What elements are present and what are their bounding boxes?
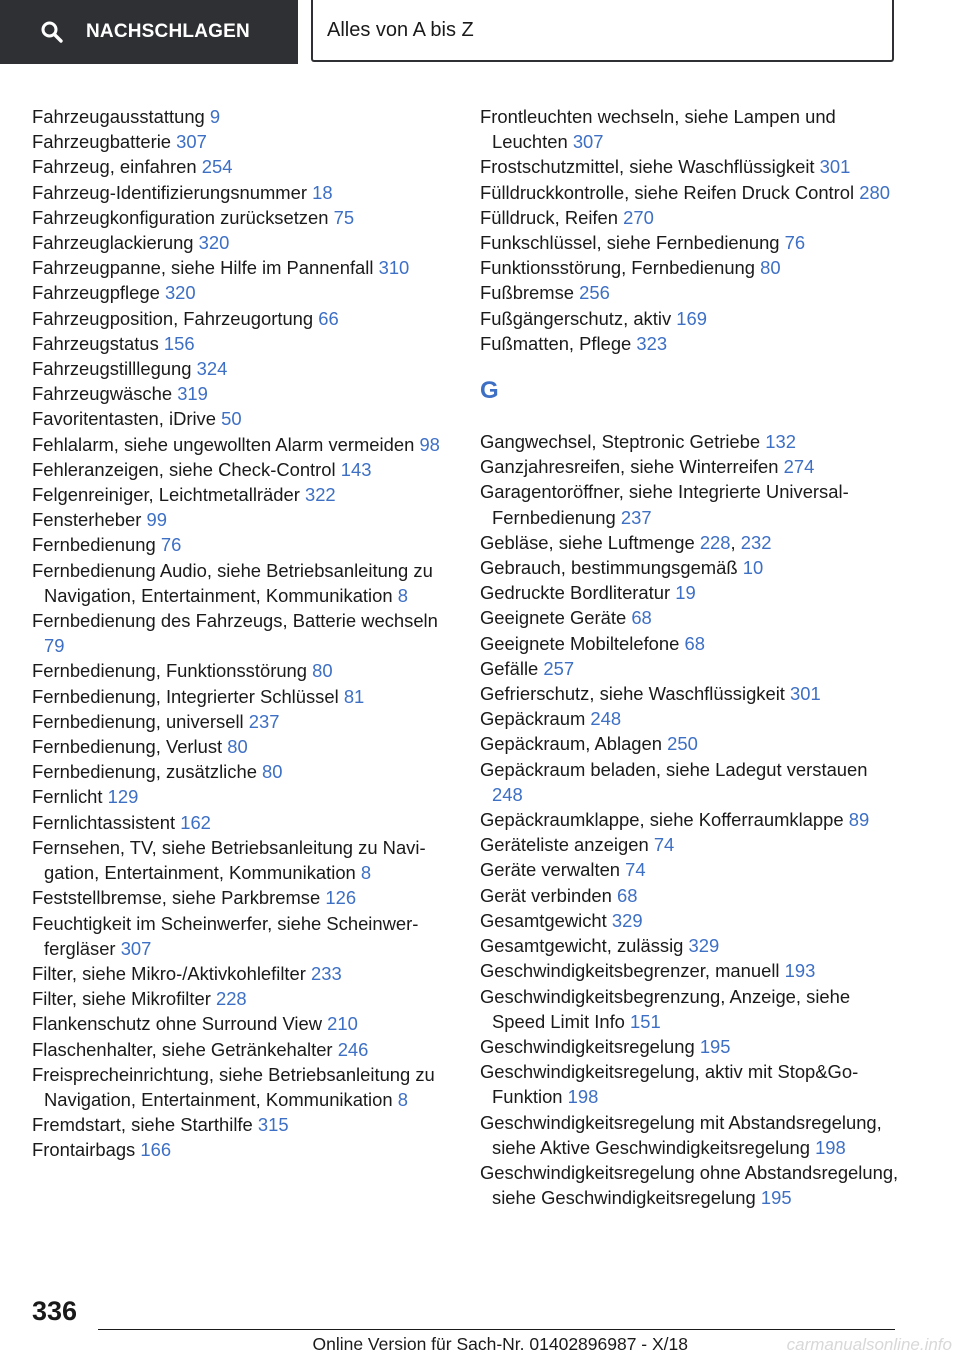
page-reference-link[interactable]: 320 [164,282,196,304]
page-reference-link[interactable]: 320 [198,232,230,254]
page-number: 336 [32,1296,78,1326]
index-entry [480,857,900,882]
page-reference-link[interactable]: 301 [819,156,851,178]
index-entry [32,1011,452,1036]
index-entry [32,154,452,179]
index-entry-term: Gepäckraumklappe, siehe Kofferraumklappe [480,809,844,831]
index-entry [32,810,452,835]
page-reference-link[interactable]: 329 [611,909,643,931]
alles-von-a-bis-z-label: Alles von A bis Z [327,18,474,41]
index-entry: Gebläse, siehe Luftmenge 228, 232 [480,531,772,553]
page-reference-link[interactable]: 329 [688,935,720,957]
index-entry-term: Geeignete Mobiltelefone [480,632,680,654]
index-entry [480,280,900,305]
online-version-note: Online Version für Sach-Nr. 01402896987 - X/18 [312,1334,688,1354]
index-entry [32,381,452,406]
page-reference-link[interactable]: 68 [617,884,638,906]
page-reference-link[interactable]: 68 [684,632,705,654]
nachschlagen-tab[interactable] [0,0,298,64]
index-entry [480,205,900,230]
index-entry-term: Ganzjahresreifen, siehe Winterreifen [480,456,779,478]
index-entry [480,1059,900,1109]
index-entry-term: Fehlalarm, siehe ungewollten Alarm vermeiden [32,433,415,455]
index-entry [480,429,900,454]
index-entry [32,911,452,961]
index-entry-term: Fahrzeugkonfiguration zurücksetzen [32,206,329,228]
index-entry-term: Flankenschutz ohne Surround View [32,1013,323,1035]
index-entry-term: Fahrzeugpflege [32,282,160,304]
page-reference-link[interactable]: 156 [163,332,195,354]
page-reference-link[interactable]: 151 [630,1010,661,1032]
index-entry-term: Fehleranzeigen, siehe Check-Control [32,458,336,480]
page-reference-link[interactable]: 232 [740,531,772,553]
index-entry [32,684,452,709]
index-entry-term: Gesamtgewicht [480,909,607,931]
index-entry [480,454,900,479]
page-reference-link[interactable]: 80 [760,257,781,279]
index-entry-term: Geräte verwalten [480,859,621,881]
index-entry [32,709,452,734]
index-entry-term: Feuchtigkeit im Scheinwerfer, siehe Scheinwerfergläser [32,912,419,959]
index-entry-term: Geschwindigkeitsregelung, aktiv mit Stop&Go-Funktion [480,1061,859,1108]
index-entry-term: Freisprecheinrichtung, siehe Betriebsanleitung zu Navigation, Entertainment, Kommunikation [32,1063,435,1110]
index-entry-term: Frostschutzmittel, siehe Waschflüssigkeit [480,156,815,178]
index-entry-term: Funktionsstörung, Fernbedienung [480,257,756,279]
index-entry-term: Gefälle [480,657,539,679]
index-entry [480,306,900,331]
index-entry [32,306,452,331]
page-reference-link[interactable]: 198 [567,1086,599,1108]
watermark: carmanualsonline.info [786,1335,952,1354]
index-entry [32,280,452,305]
page-header [0,0,960,66]
index-entry [480,580,900,605]
page-reference-link[interactable]: 74 [625,859,646,881]
index-entry-term: Geschwindigkeitsregelung mit Abstandsregelung, siehe Aktive Geschwindigkeitsregelung [480,1111,882,1158]
index-entry [480,883,900,908]
index-entry [480,757,900,807]
index-entry-term: Gefrierschutz, siehe Waschflüssigkeit [480,683,785,705]
index-entry-term: Frontairbags [32,1139,136,1161]
search-icon [40,20,64,44]
page-reference-link[interactable]: 210 [327,1013,358,1035]
page-reference-link[interactable]: 228 [699,531,731,553]
index-entry [480,605,900,630]
page-reference-link[interactable]: 228 [215,988,247,1010]
page-reference-link[interactable]: 237 [248,710,280,732]
page-reference-link[interactable]: 257 [543,657,575,679]
page-reference-link[interactable]: 8 [397,1088,408,1110]
index-entry-term: Geschwindigkeitsregelung [480,1035,695,1057]
index-entry-term: Geschwindigkeitsbegrenzung, Anzeige, siehe Speed Limit Info [480,985,851,1032]
index-entry-term: Fernbedienung, universell [32,710,244,732]
page-reference-link[interactable]: 80 [227,736,248,758]
index-entry-term: Favoritentasten, iDrive [32,408,216,430]
page-reference-link[interactable]: 76 [784,232,806,254]
page-reference-link[interactable]: 323 [636,332,668,354]
index-entry-term: Gesamtgewicht, zulässig [480,935,684,957]
index-entry [480,908,900,933]
index-entry [32,1062,452,1112]
index-entry-term: Fahrzeuglackierung [32,232,194,254]
page-reference-link[interactable]: 307 [120,937,152,959]
index-entry [480,1110,900,1160]
index-column-right [480,104,900,1210]
index-entry-term: Fußgängerschutz, aktiv [480,307,672,329]
index-entry [480,631,900,656]
index-entry [32,129,452,154]
index-entry-term: Gedruckte Bordliteratur [480,582,671,604]
page-reference-link[interactable]: 270 [623,206,654,228]
index-entry [32,255,452,280]
index-entry [32,986,452,1011]
index-entry [32,835,452,885]
page-reference-link[interactable]: 80 [262,761,283,783]
page-reference-link[interactable]: 99 [146,509,167,531]
index-entry [480,331,900,356]
index-entry [480,104,900,154]
index-entry [32,406,452,431]
index-entry-term: Fensterheber [32,509,142,531]
index-entry [32,1137,452,1162]
page-reference-link[interactable]: 9 [209,106,221,127]
page-reference-link[interactable]: 98 [419,433,440,455]
page-reference-link[interactable]: 307 [572,131,604,153]
index-entry-term: Fernbedienung des Fahrzeugs, Batterie wechseln [32,610,438,632]
index-entry [480,1034,900,1059]
index-entry [480,656,900,681]
page-reference-link[interactable]: 132 [765,431,796,453]
index-entry [32,558,452,608]
index-entry-term: Fahrzeug-Identifizierungsnummer [32,181,307,203]
index-entry [32,658,452,683]
index-entry-term: Fremdstart, siehe Starthilfe [32,1114,253,1136]
index-group-g [480,429,900,1210]
index-entry-term: Feststellbremse, siehe Parkbremse [32,887,321,909]
index-entry-term: Gepäckraum, Ablagen [480,733,662,755]
index-entry-term: Fülldruck, Reifen [480,206,618,228]
page-reference-link[interactable]: 301 [790,683,821,705]
index-entry-term: Fahrzeugstilllegung [32,358,192,380]
page-reference-link[interactable]: 322 [304,484,336,506]
index-entry [480,230,900,255]
index-entry [32,230,452,255]
index-entry-term: Geschwindigkeitsbegrenzer, manuell [480,960,780,982]
index-entry-term: Geschwindigkeitsregelung ohne Abstandsregelung, siehe Geschwindigkeitsregelung [480,1161,899,1209]
index-entry-term: Frontleuchten wechseln, siehe Lampen und Leuchten [480,106,836,153]
page-reference-link[interactable]: 193 [784,960,816,982]
index-entry-term: Felgenreiniger, Leichtmetallräder [32,484,300,506]
index-entry-term: Fernlichtassistent [32,811,176,833]
index-entry [480,180,900,205]
index-entry-term: Fernbedienung, zusätzliche [32,761,257,783]
page-reference-link[interactable]: 198 [815,1136,846,1158]
index-entry [480,255,900,280]
page-reference-link[interactable]: 195 [699,1035,731,1057]
index-entry [32,205,452,230]
page-reference-link[interactable]: 19 [675,582,696,604]
index-entry-term: Fernbedienung, Verlust [32,736,223,758]
page-reference-link[interactable]: 280 [859,181,890,203]
index-entry [480,681,900,706]
index-entry-term: Fahrzeugposition, Fahrzeugortung [32,307,314,329]
page-reference-link[interactable]: 233 [311,962,342,984]
page-reference-link[interactable]: 274 [783,456,815,478]
index-column-left [32,104,452,1163]
index-entry [480,731,900,756]
page-reference-link[interactable]: 254 [201,156,233,178]
section-letter-g: G [480,377,499,405]
page-reference-link[interactable]: 66 [318,307,339,329]
index-entry [32,961,452,986]
index-entry-term: Fahrzeugstatus [32,332,159,354]
index-entry-term: Garagentoröffner, siehe Integrierte Universal-Fernbedienung [480,481,849,528]
index-entry-term: Gerät verbinden [480,884,612,906]
index-entry-term: Gebläse, siehe Luftmenge [480,531,695,553]
index-entry-term: Funkschlüssel, siehe Fernbedienung [480,232,780,254]
index-entry [480,832,900,857]
page-reference-link[interactable]: 143 [340,458,372,480]
index-entry-term: Fahrzeugwäsche [32,383,173,405]
index-entry-term: Fahrzeug, einfahren [32,156,197,178]
page-reference-link[interactable]: 315 [257,1114,289,1136]
index-entry [32,759,452,784]
index-entry-term: Fernbedienung Audio, siehe Betriebsanleitung zu Navigation, Entertainment, Kommunikation [32,559,433,606]
index-entry-term: Gepäckraum beladen, siehe Ladegut verstauen [480,758,868,780]
index-entry-term: Gebrauch, bestimmungsgemäß [480,557,738,579]
page-reference-link[interactable]: 68 [631,607,652,629]
page-reference-link[interactable]: 89 [848,809,870,831]
page-reference-link[interactable]: 324 [196,358,228,380]
index-entry [32,482,452,507]
page-reference-link[interactable]: 250 [667,733,698,755]
index-entry [32,1112,452,1137]
index-entry-term: Fernsehen, TV, siehe Betriebsanleitung zu Navigation, Entertainment, Kommunikation [32,836,426,884]
index-entry [480,706,900,731]
index-entry [480,984,900,1034]
index-entry-term: Fernlicht [32,786,103,808]
index-entry [32,104,452,129]
index-entry [480,807,900,832]
index-entry [32,784,452,809]
page-reference-link[interactable]: 256 [579,282,610,304]
page-reference-link[interactable]: 248 [590,708,622,730]
index-entry [480,933,900,958]
index-entry [32,180,452,205]
page-reference-link[interactable]: 129 [107,786,139,808]
index-entry-term: Geräteliste anzeigen [480,834,649,856]
index-entry-term: Gepäckraum [480,708,586,730]
index-group-f [480,104,900,356]
page-reference-link[interactable]: 307 [176,131,207,153]
page-reference-link[interactable]: 10 [742,557,764,579]
index-entry-term: Geeignete Geräte [480,607,627,629]
page-reference-link[interactable]: 8 [360,862,372,884]
index-entry-term: Flaschenhalter, siehe Getränkehalter [32,1038,333,1060]
page-reference-link[interactable]: 75 [333,206,355,228]
page-reference-link[interactable]: 248 [492,783,523,805]
nachschlagen-tab-label: NACHSCHLAGEN [86,21,250,42]
index-entry [480,958,900,983]
index-entry [480,154,900,179]
index-entry [32,356,452,381]
page-reference-link[interactable]: 76 [160,534,182,556]
index-entry [480,479,900,529]
index-entry-term: Fernbedienung, Integrierter Schlüssel [32,685,339,707]
index-entry-term: Fahrzeugpanne, siehe Hilfe im Pannenfall [32,257,374,279]
footer-divider [98,1329,895,1330]
index-entry [32,1037,452,1062]
index-entry [32,331,452,356]
page-reference-link[interactable]: 81 [343,685,365,707]
index-entry-term: Fahrzeugausstattung [32,106,205,127]
index-entry-term: Fußmatten, Pflege [480,332,632,354]
page-reference-link[interactable]: 80 [312,660,333,682]
page-reference-link[interactable]: 237 [620,506,652,528]
page-reference-link[interactable]: 169 [676,307,707,329]
index-entry-term: Filter, siehe Mikro-/Aktivkohlefilter [32,962,306,984]
page-reference-link[interactable]: 18 [312,181,333,203]
page-reference-link[interactable]: 246 [337,1038,369,1060]
page-reference-link[interactable]: 195 [760,1187,792,1209]
index-entry-term: Fülldruckkontrolle, siehe Reifen Druck Control [480,181,855,203]
page-reference-link[interactable]: 8 [397,584,408,606]
alles-von-a-bis-z-tab[interactable] [311,0,894,62]
index-entry [32,532,452,557]
index-entry [32,507,452,532]
index-entry [32,432,452,457]
index-entry [32,608,452,658]
page-reference-link[interactable]: 319 [177,383,208,405]
page-reference-link[interactable]: 310 [378,257,410,279]
index-entry-term: Gangwechsel, Steptronic Getriebe [480,431,761,453]
index-entry [32,734,452,759]
page-reference-link[interactable]: 166 [140,1139,172,1161]
index-entry [480,1160,900,1210]
page-reference-link[interactable]: 50 [221,408,242,430]
page-reference-link[interactable]: 79 [44,635,65,657]
index-entry [32,885,452,910]
page-reference-link[interactable]: 162 [180,811,211,833]
index-entry-term: Fernbedienung, Funktionsstörung [32,660,308,682]
page-reference-link[interactable]: 74 [653,834,675,856]
index-entry-term: Fernbedienung [32,534,156,556]
index-entry [480,555,900,580]
index-entry-term: Fahrzeugbatterie [32,131,172,153]
index-entry [32,457,452,482]
index-entry-term: Fußbremse [480,282,575,304]
index-entry-term: Filter, siehe Mikrofilter [32,988,211,1010]
page-reference-link[interactable]: 126 [325,887,357,909]
